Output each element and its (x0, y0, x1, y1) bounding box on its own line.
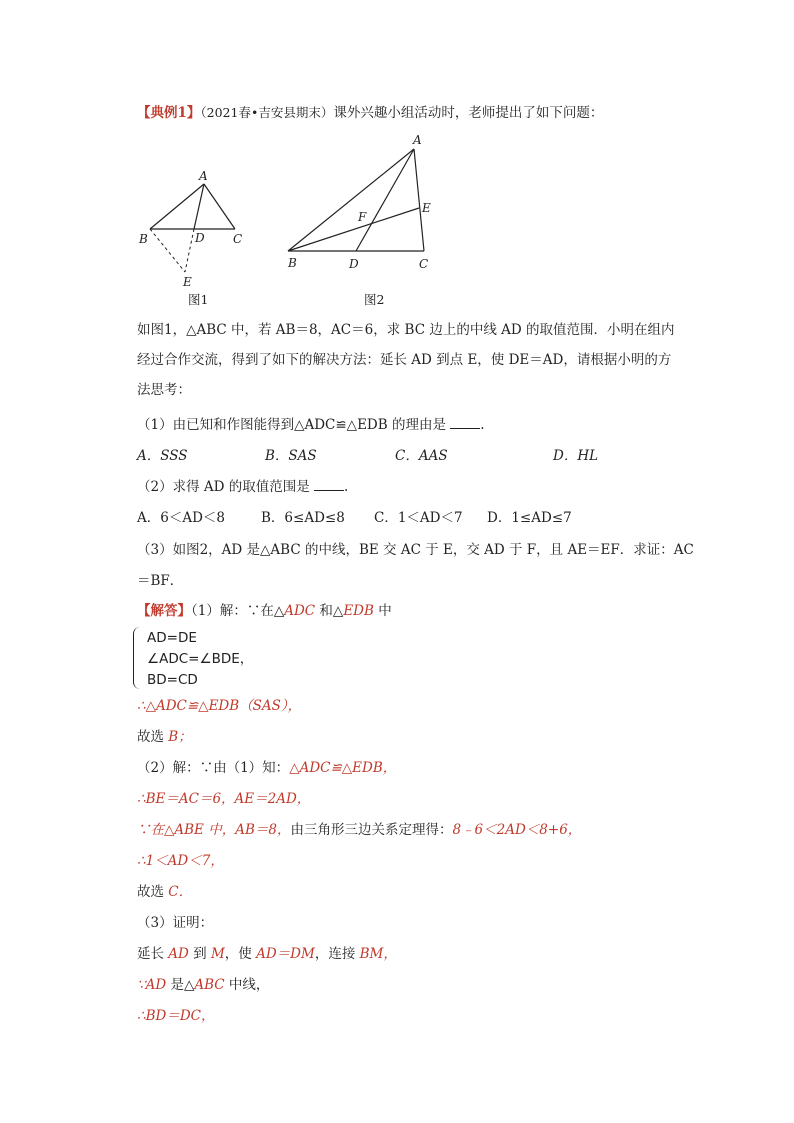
solution-triangle (137, 820, 581, 840)
q2-option-a[interactable]: A．6＜AD＜8 (137, 510, 226, 526)
choose-b-answer: B； (168, 729, 192, 745)
question-3-line-1: （3）如图2，AD 是△ABC 的中线，BE 交 AC 于 E，交 AD 于 F，且 AE＝EF．求证：AC (137, 542, 694, 558)
solution-1-edb: EDB (343, 603, 374, 619)
q2-option-d[interactable]: D．1≤AD≤7 (487, 510, 572, 526)
solution-2-congruence: △ADC≌△EDB， (289, 760, 397, 776)
triangle-inequality: 8﹣6＜2AD＜8+6， (452, 822, 582, 838)
solution-congruence: ∴△ADC≌△EDB（SAS）， (137, 698, 302, 714)
example-header (137, 103, 603, 123)
example-tag: 【典例1】 (137, 105, 201, 121)
example-source: （2021春•吉安县期末） (200, 105, 334, 120)
solution-3-head: （3）证明： (137, 915, 214, 931)
solution-1-tail: 中 (373, 603, 392, 619)
extend-m: M (210, 946, 225, 962)
fig1-label-e: E (183, 275, 192, 289)
system-line-3: BD=CD (147, 672, 198, 688)
fig1-label-a: A (199, 169, 208, 183)
solution-bd: ∴BD＝DC， (137, 1008, 215, 1024)
question-2-text: （2）求得 AD 的取值范围是 (137, 479, 310, 495)
fig2-label-a: A (413, 133, 422, 147)
question-1 (137, 415, 485, 435)
q2-option-b[interactable]: B．6≤AD≤8 (261, 510, 345, 526)
answer-blank-2[interactable] (314, 478, 344, 491)
fig1-label-b: B (139, 232, 148, 246)
q2-option-c[interactable]: C．1＜AD＜7 (374, 510, 463, 526)
q1-option-b[interactable]: B．SAS (265, 448, 317, 464)
system-line-2: ∠ADC=∠BDE， (147, 651, 254, 667)
problem-intro-1: 如图1，△ABC 中，若 AB＝8，AC＝6，求 BC 边上的中线 AD 的取值范围．小明在组内 (137, 322, 675, 338)
fig2-label-f: F (358, 210, 367, 224)
figure-1 (133, 163, 263, 313)
extend-join: ，连接 (314, 946, 360, 962)
fig2-label-e: E (422, 201, 431, 215)
extend-eq: AD＝DM (256, 946, 315, 962)
question-3-line-2: ＝BF． (137, 573, 184, 589)
solution-be: ∴BE＝AC＝6，AE＝2AD， (137, 791, 311, 807)
solution-range: ∴1＜AD＜7， (137, 853, 224, 869)
fig2-label-d: D (349, 257, 359, 271)
median-ad: ∵AD (137, 977, 167, 993)
solution-median (137, 975, 269, 995)
solution-label: 【解答】 (137, 603, 191, 619)
choose-c-prefix: 故选 (137, 884, 169, 900)
answer-blank-1[interactable] (450, 416, 480, 429)
fig2-label-b: B (288, 256, 297, 270)
q1-option-a[interactable]: A．SSS (137, 448, 188, 464)
fig1-label-c: C (233, 232, 243, 246)
extend-ad: AD (168, 946, 189, 962)
triangle-pre: ∵在△ABE 中，AB＝8， (137, 822, 291, 838)
solution-extend (137, 944, 397, 964)
extend-bm: BM， (359, 946, 397, 962)
question-2 (137, 477, 348, 497)
solution-2-head-text: （2）解：∵由（1）知： (137, 760, 290, 776)
system-line-1: AD=DE (147, 630, 197, 646)
fig1-caption: 图1 (188, 292, 209, 307)
median-is: 是△ (166, 977, 195, 993)
extend-to: 到 (188, 946, 211, 962)
fig2-label-c: C (419, 257, 429, 271)
extend-make: ，使 (224, 946, 257, 962)
solution-2-head (137, 758, 396, 778)
question-1-end: . (480, 417, 485, 433)
system-brace (133, 627, 140, 689)
triangle-mid: 由三角形三边关系定理得： (290, 822, 453, 838)
solution-choose-b (137, 727, 192, 747)
median-abc: ABC (194, 977, 225, 993)
solution-1-head: （1）解：∵在△ (191, 603, 285, 619)
solution-1-and: 和△ (315, 603, 344, 619)
median-tail: 中线， (224, 977, 270, 993)
choose-b-prefix: 故选 (137, 729, 169, 745)
fig2-caption: 图2 (364, 292, 385, 307)
choose-c-answer: C． (168, 884, 193, 900)
solution-header (137, 601, 392, 621)
problem-intro-3: 法思考： (137, 382, 191, 398)
q1-option-d[interactable]: D．HL (553, 448, 599, 464)
extend-pre: 延长 (137, 946, 169, 962)
solution-choose-c (137, 882, 192, 902)
problem-intro-2: 经过合作交流，得到了如下的解决方法：延长 AD 到点 E，使 DE＝AD，请根据小明的方 (137, 352, 672, 368)
solution-1-adc: ADC (284, 603, 316, 619)
fig1-label-d: D (195, 231, 205, 245)
example-header-text: 课外兴趣小组活动时，老师提出了如下问题： (333, 105, 604, 121)
figure-2 (280, 130, 450, 310)
question-2-end: . (344, 479, 349, 495)
q1-option-c[interactable]: C．AAS (395, 448, 448, 464)
question-1-text: （1）由已知和作图能得到△ADC≌△EDB 的理由是 (137, 417, 446, 433)
